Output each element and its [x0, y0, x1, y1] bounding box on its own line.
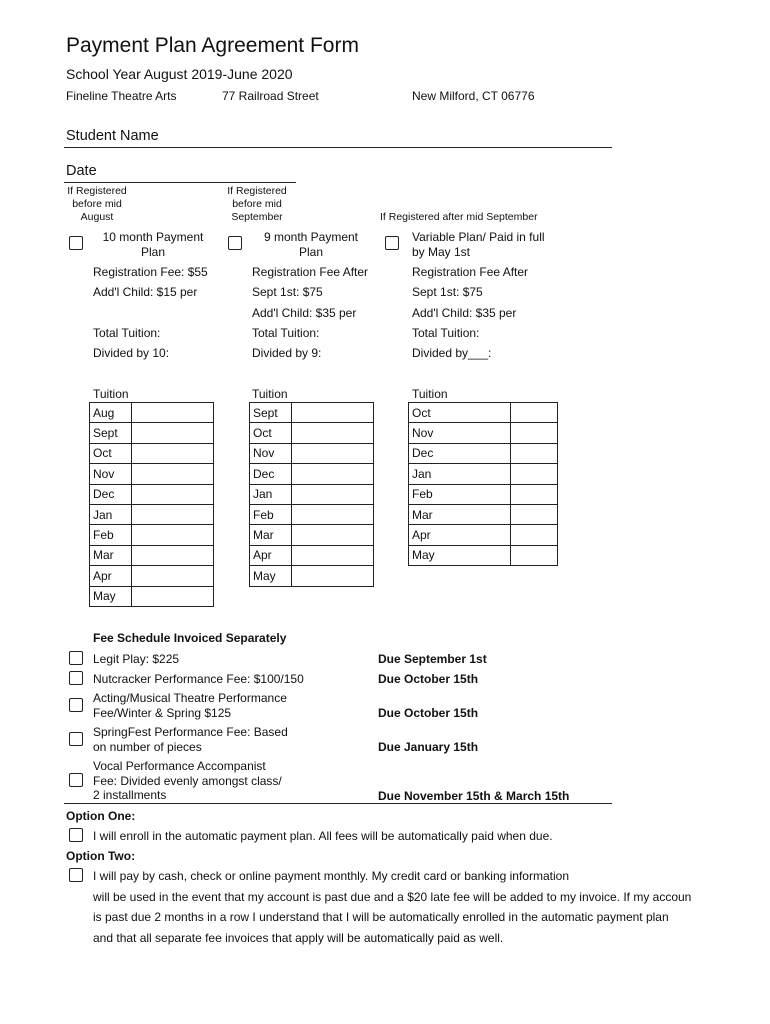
date-label: Date [66, 163, 97, 179]
student-name-line[interactable] [64, 147, 612, 148]
table-row [250, 423, 374, 443]
month-cell: Nov [250, 443, 292, 463]
month-cell: Dec [409, 443, 511, 463]
plan2-line: Add'l Child: $35 per [252, 306, 357, 320]
amount-cell[interactable] [132, 484, 214, 504]
month-cell: May [90, 586, 132, 606]
fee-item: Legit Play: $225 [93, 652, 180, 666]
fee-checkbox-vocal[interactable] [69, 773, 83, 787]
amount-cell[interactable] [292, 545, 374, 565]
table-row [90, 566, 214, 586]
fee-checkbox-nutcracker[interactable] [69, 671, 83, 685]
table-row [90, 464, 214, 484]
month-cell: Feb [250, 504, 292, 524]
option-one-checkbox[interactable] [69, 828, 83, 842]
amount-cell[interactable] [292, 525, 374, 545]
fee-due: Due November 15th & March 15th [378, 789, 570, 803]
plan2-total-tuition: Total Tuition: [252, 326, 320, 340]
month-cell: May [409, 545, 511, 565]
table-row [409, 464, 558, 484]
month-cell: Sept [90, 423, 132, 443]
table-row [90, 586, 214, 606]
plan3-tuition-label: Tuition [412, 387, 448, 401]
month-cell: Mar [250, 525, 292, 545]
fee-due: Due September 1st [378, 652, 487, 666]
option-two-heading: Option Two: [66, 849, 136, 863]
option-one-heading: Option One: [66, 809, 136, 823]
amount-cell[interactable] [511, 504, 558, 524]
amount-cell[interactable] [292, 443, 374, 463]
table-row [250, 484, 374, 504]
fee-checkbox-springfest[interactable] [69, 732, 83, 746]
plan3-title: Variable Plan/ Paid in full by May 1st [412, 230, 545, 259]
month-cell: Nov [90, 464, 132, 484]
month-cell: Nov [409, 423, 511, 443]
month-cell: Mar [409, 504, 511, 524]
amount-cell[interactable] [511, 525, 558, 545]
amount-cell[interactable] [511, 423, 558, 443]
month-cell: Aug [90, 403, 132, 423]
plan3-total-tuition: Total Tuition: [412, 326, 480, 340]
plan3-condition: If Registered after mid September [380, 211, 538, 223]
month-cell: Sept [250, 403, 292, 423]
table-row [409, 484, 558, 504]
fee-due: Due October 15th [378, 672, 479, 686]
month-cell: Jan [409, 464, 511, 484]
date-line[interactable] [64, 182, 296, 183]
plan1-line: Registration Fee: $55 [93, 265, 208, 279]
month-cell: Apr [409, 525, 511, 545]
fee-due: Due January 15th [378, 740, 479, 754]
amount-cell[interactable] [511, 403, 558, 423]
table-row [250, 443, 374, 463]
fee-schedule-heading: Fee Schedule Invoiced Separately [93, 631, 287, 645]
plan2-line: Sept 1st: $75 [252, 285, 323, 299]
amount-cell[interactable] [511, 545, 558, 565]
org-city: New Milford, CT 06776 [412, 89, 535, 103]
plan2-title: 9 month Payment Plan [263, 230, 359, 259]
plan2-condition: If Registered before mid September [227, 185, 287, 223]
fee-due: Due October 15th [378, 706, 479, 720]
fee-item: Acting/Musical Theatre Performance Fee/Winter & Spring $125 [93, 691, 287, 720]
amount-cell[interactable] [132, 504, 214, 524]
month-cell: Feb [90, 525, 132, 545]
table-row [90, 545, 214, 565]
plan1-total-tuition: Total Tuition: [93, 326, 161, 340]
plan3-checkbox[interactable] [385, 236, 399, 250]
table-row [409, 443, 558, 463]
student-name-label: Student Name [66, 128, 159, 144]
plan1-title: 10 month Payment Plan [102, 230, 204, 259]
fee-checkbox-legit-play[interactable] [69, 651, 83, 665]
plan1-checkbox[interactable] [69, 236, 83, 250]
month-cell: Jan [90, 504, 132, 524]
amount-cell[interactable] [132, 545, 214, 565]
amount-cell[interactable] [292, 566, 374, 586]
option-two-text: and that all separate fee invoices that apply will be automatically paid as well. [93, 931, 504, 945]
fee-item: SpringFest Performance Fee: Based on number of pieces [93, 725, 288, 754]
plan2-line: Registration Fee After [252, 265, 369, 279]
plan3-line: Sept 1st: $75 [412, 285, 483, 299]
table-row [90, 443, 214, 463]
table-row [250, 545, 374, 565]
amount-cell[interactable] [132, 525, 214, 545]
amount-cell[interactable] [132, 423, 214, 443]
plan2-tuition-table [249, 402, 374, 587]
plan1-condition: If Registered before mid August [67, 185, 127, 223]
month-cell: Apr [250, 545, 292, 565]
table-row [90, 423, 214, 443]
amount-cell[interactable] [132, 586, 214, 606]
month-cell: Oct [90, 443, 132, 463]
plan3-line: Registration Fee After [412, 265, 529, 279]
month-cell: Dec [250, 464, 292, 484]
amount-cell[interactable] [511, 443, 558, 463]
option-two-checkbox[interactable] [69, 868, 83, 882]
fee-item: Vocal Performance Accompanist Fee: Divided evenly amongst class/ 2 installments [93, 759, 282, 802]
org-name: Fineline Theatre Arts [66, 89, 177, 103]
option-two-text: I will pay by cash, check or online payment monthly. My credit card or banking information [93, 869, 569, 883]
amount-cell[interactable] [292, 423, 374, 443]
amount-cell[interactable] [132, 566, 214, 586]
fee-checkbox-acting[interactable] [69, 698, 83, 712]
org-street: 77 Railroad Street [222, 89, 319, 103]
month-cell: Apr [90, 566, 132, 586]
amount-cell[interactable] [292, 403, 374, 423]
table-row [250, 403, 374, 423]
month-cell: Feb [409, 484, 511, 504]
month-cell: Oct [409, 403, 511, 423]
plan2-checkbox[interactable] [228, 236, 242, 250]
amount-cell[interactable] [292, 464, 374, 484]
option-two-text: is past due 2 months in a row I understand that I will be automatically enrolled in the automatic payment plan [93, 910, 669, 924]
table-row [250, 525, 374, 545]
month-cell: Oct [250, 423, 292, 443]
month-cell: Mar [90, 545, 132, 565]
amount-cell[interactable] [132, 403, 214, 423]
fee-item: Nutcracker Performance Fee: $100/150 [93, 672, 304, 686]
table-row [90, 484, 214, 504]
plan1-tuition-label: Tuition [93, 387, 129, 401]
month-cell: Jan [250, 484, 292, 504]
page-title: Payment Plan Agreement Form [66, 34, 359, 57]
table-row [409, 525, 558, 545]
option-one-text: I will enroll in the automatic payment plan. All fees will be automatically paid when due. [93, 829, 553, 843]
table-row [409, 504, 558, 524]
page-subtitle: School Year August 2019-June 2020 [66, 66, 293, 82]
month-cell: May [250, 566, 292, 586]
table-row [250, 464, 374, 484]
table-row [409, 403, 558, 423]
plan2-divided-by: Divided by 9: [252, 346, 322, 360]
table-row [90, 403, 214, 423]
plan1-line: Add'l Child: $15 per [93, 285, 198, 299]
amount-cell[interactable] [292, 504, 374, 524]
plan3-tuition-table [408, 402, 558, 566]
table-row [90, 504, 214, 524]
table-row [409, 545, 558, 565]
table-row [250, 566, 374, 586]
plan2-tuition-label: Tuition [252, 387, 288, 401]
month-cell: Dec [90, 484, 132, 504]
option-two-text: will be used in the event that my account is past due and a $20 late fee will be added to my invoice. If my accoun [93, 890, 692, 904]
amount-cell[interactable] [132, 443, 214, 463]
table-row [90, 525, 214, 545]
fee-schedule-divider [64, 803, 612, 804]
plan3-divided-by: Divided by___: [412, 346, 492, 360]
plan1-divided-by: Divided by 10: [93, 346, 170, 360]
plan1-tuition-table [89, 402, 214, 607]
table-row [409, 423, 558, 443]
amount-cell[interactable] [132, 464, 214, 484]
amount-cell[interactable] [511, 484, 558, 504]
plan3-line: Add'l Child: $35 per [412, 306, 517, 320]
amount-cell[interactable] [511, 464, 558, 484]
amount-cell[interactable] [292, 484, 374, 504]
table-row [250, 504, 374, 524]
